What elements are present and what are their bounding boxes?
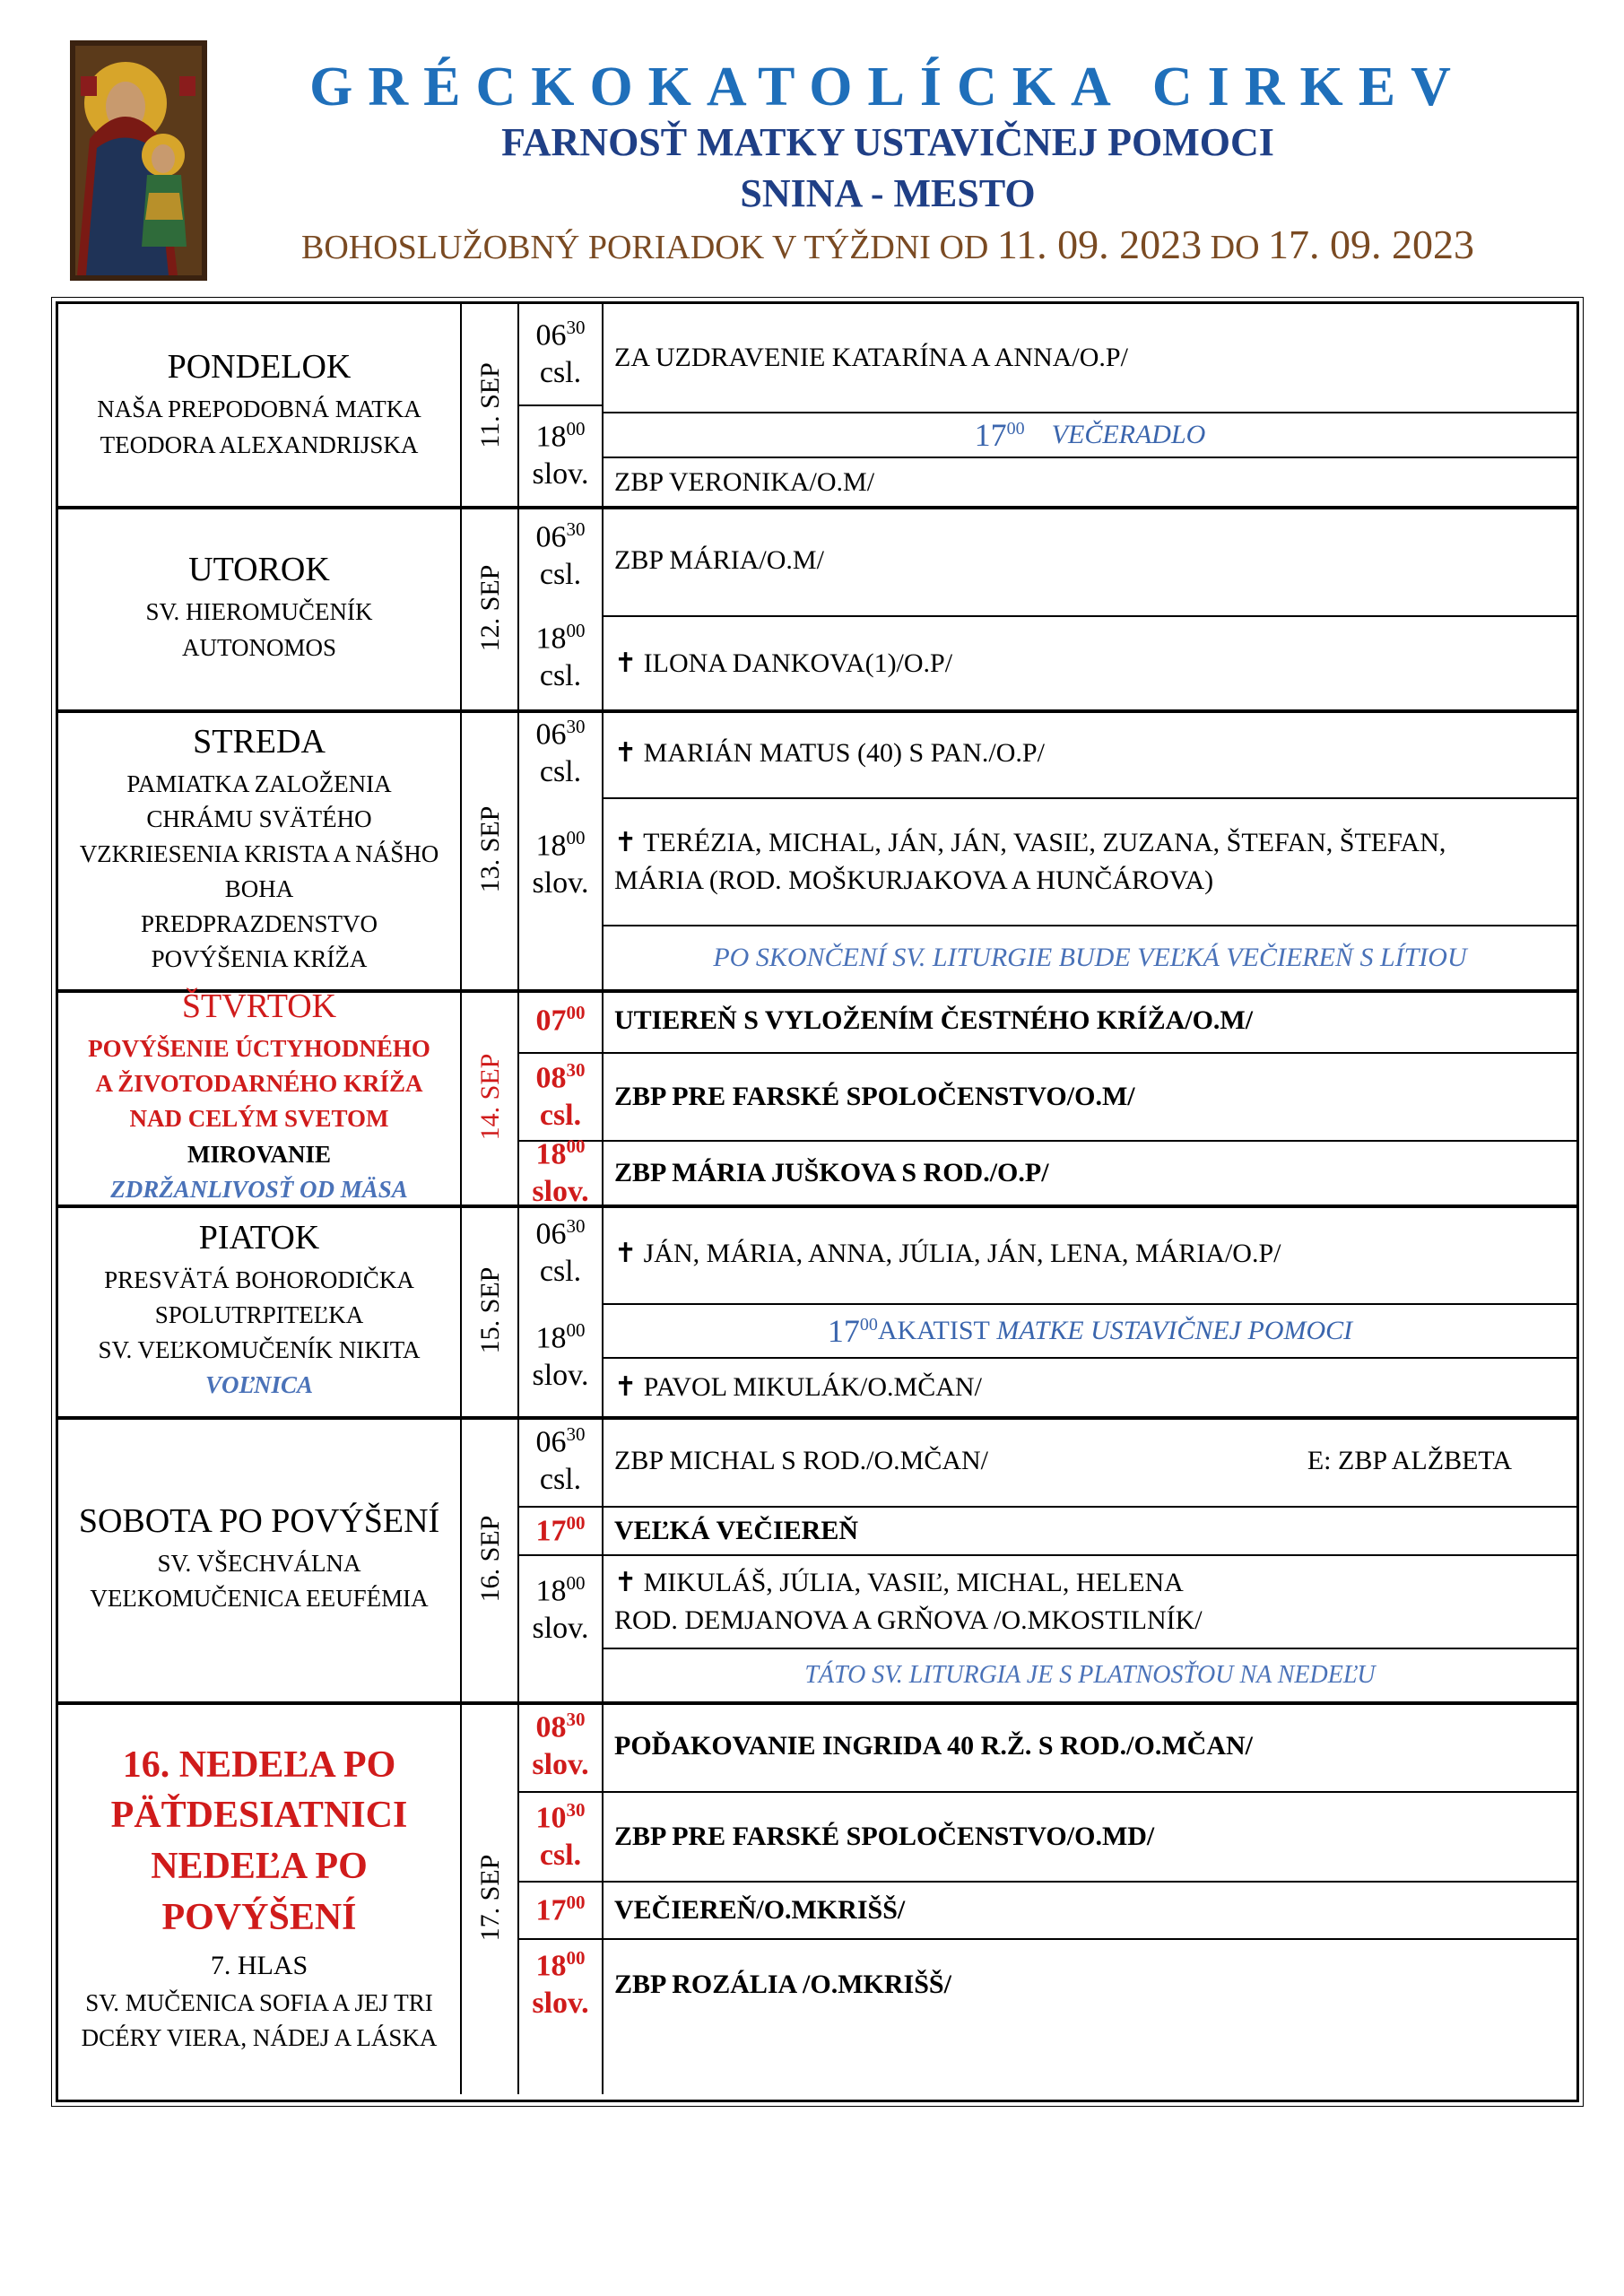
day-name-cell (58, 1701, 462, 2094)
time-slot: $06^{30}$ csl. (535, 518, 586, 592)
sunday-title: 16. NEDEĽA PO (122, 1744, 396, 1786)
day-name-cell (58, 1205, 462, 1416)
date-label: 15. SEP (475, 1266, 505, 1354)
intention-row: VEČIEREŇ/O.MKRIŠŠ/ (604, 1883, 1576, 1940)
feast-line: CHRÁMU SVÄTÉHO (146, 804, 372, 832)
feast-line: AUTONOMOS (181, 633, 337, 661)
time-slot: $18^{00}$ csl. (535, 620, 586, 693)
date-cell (464, 1205, 519, 1416)
time-slot: $08^{30}$ csl. (535, 1059, 586, 1133)
feast-line: SV. VEĽKOMUČENÍK NIKITA (98, 1336, 421, 1363)
intention-row: ✝ MIKULÁŠ, JÚLIA, VASIĽ, MICHAL, HELENA ROD. DEMJANOVA A GRŇOVA /O.MKOSTILNÍK/ (604, 1556, 1576, 1649)
announcement-row: TÁTO SV. LITURGIA JE S PLATNOSŤOU NA NEDEĽU (804, 1661, 1376, 1690)
intention-row: ✝ PAVOL MIKULÁK/O.MČAN/ (614, 1372, 982, 1402)
feast-line: POVÝŠENIA KRÍŽA (151, 945, 368, 973)
time-slot: $06^{30}$ csl. (535, 716, 586, 789)
day-name-cell (58, 506, 462, 709)
entries-cell (604, 1205, 1576, 1416)
intention-row: ZBP VERONIKA/O.M/ (614, 466, 875, 497)
times-cell (519, 709, 604, 989)
date-label: 14. SEP (475, 1053, 505, 1141)
header-parish: FARNOSŤ MATKY USTAVIČNEJ POMOCI (501, 120, 1274, 164)
intention-row: ZBP MÁRIA JUŠKOVA S ROD./O.P/ (614, 1158, 1049, 1187)
feast-line: SV. VŠECHVÁLNA (157, 1549, 361, 1577)
times-cell (519, 1701, 604, 2094)
time-slot: $06^{30}$ csl. (535, 1423, 586, 1497)
time-slot: $18^{00}$ slov. (532, 1947, 589, 2021)
day-name: ŠTVRTOK (181, 987, 337, 1026)
day-sunday (58, 1701, 1576, 2094)
day-name-cell (58, 1416, 462, 1701)
times-cell (519, 989, 604, 1209)
feast-line: VEĽKOMUČENICA EEUFÉMIA (90, 1585, 429, 1612)
feast-line: A ŽIVOTODARNÉHO KRÍŽA (95, 1070, 423, 1098)
intention-row: ✝ MARIÁN MATUS (40) S PAN./O.P/ (604, 709, 1576, 799)
schedule-table (56, 301, 1579, 2102)
intention-row: ✝ JÁN, MÁRIA, ANNA, JÚLIA, JÁN, LENA, MÁRIA/O.P/ (604, 1205, 1576, 1305)
feast-line: VZKRIESENIA KRISTA A NÁŠHO (79, 839, 439, 867)
time-slot: $17^{00}$ (535, 1892, 586, 1927)
feast-line: NAŠA PREPODOBNÁ MATKA (97, 396, 421, 423)
date-label: 13. SEP (475, 805, 505, 893)
time-slot: $07^{00}$ (535, 1002, 586, 1038)
date-cell (464, 709, 519, 989)
day-name: PIATOK (198, 1218, 320, 1257)
time-slot: $18^{00}$ slov. (532, 1319, 589, 1393)
header-town: SNINA - MESTO (740, 171, 1036, 215)
date-cell (464, 989, 519, 1205)
intention-row: ZBP PRE FARSKÉ SPOLOČENSTVO/O.MD/ (604, 1793, 1576, 1883)
day-tuesday (58, 506, 1576, 713)
times-cell (519, 1205, 604, 1416)
day-wednesday (58, 709, 1576, 993)
time-slot: $17^{00}$ (535, 1512, 586, 1548)
time-slot: $10^{30}$ csl. (535, 1799, 586, 1873)
announcement-row: PO SKONČENÍ SV. LITURGIE BUDE VEĽKÁ VEČIEREŇ S LÍTIOU (713, 943, 1467, 972)
date-label: 16. SEP (475, 1515, 505, 1603)
date-from: 11. 09. 2023 (996, 222, 1203, 267)
feast-line: POVÝŠENIE ÚCTYHODNÉHO (88, 1035, 430, 1063)
entries-cell (604, 1416, 1576, 1701)
intention-row: VEĽKÁ VEČIEREŇ (604, 1508, 1576, 1556)
intention-row: ZBP MÁRIA/O.M/ (604, 506, 1576, 617)
times-cell (519, 506, 604, 709)
times-cell (519, 1416, 604, 1701)
header-church-title: GRÉCKOKATOLÍCKA CIRKEV (309, 57, 1466, 117)
entries-cell (604, 304, 1576, 506)
intention-row: ZBP MICHAL S ROD./O.MČAN/ E: ZBP ALŽBETA (604, 1416, 1576, 1508)
intention-row: ZBP PRE FARSKÉ SPOLOČENSTVO/O.M/ (604, 1054, 1576, 1142)
date-cell (464, 1701, 519, 2094)
day-thursday (58, 989, 1576, 1208)
feast-line: PREDPRAZDENSTVO (140, 910, 378, 938)
intention-row: ✝ ILONA DANKOVA(1)/O.P/ (614, 648, 953, 678)
intention-row: ZA UZDRAVENIE KATARÍNA A ANNA/O.P/ (604, 304, 1576, 413)
day-name: UTOROK (188, 551, 330, 589)
entries-cell (604, 989, 1576, 1205)
day-monday (58, 304, 1576, 509)
day-name-cell (58, 304, 462, 506)
date-to: 17. 09. 2023 (1268, 222, 1475, 267)
date-cell (464, 506, 519, 709)
date-label: 11. SEP (475, 361, 505, 448)
times-cell (519, 304, 604, 506)
time-slot: $18^{00}$ slov. (532, 1135, 589, 1209)
feast-line: NAD CELÝM SVETOM (129, 1105, 389, 1133)
week-range-to: DO (1202, 229, 1269, 266)
day-name-cell (58, 709, 462, 989)
date-cell (464, 304, 519, 506)
announcement-row: $17^{00}$ AKATIST MATKE USTAVIČNEJ POMOCI (604, 1305, 1576, 1359)
day-friday (58, 1205, 1576, 1420)
day-name: PONDELOK (167, 348, 352, 387)
entries-cell (604, 709, 1576, 989)
intention-row: ZBP ROZÁLIA /O.MKRIŠŠ/ (614, 1970, 951, 1999)
feast-line: SV. HIEROMUČENÍK (145, 598, 373, 626)
day-name: STREDA (193, 722, 326, 761)
time-slot: $18^{00}$ slov. (532, 826, 589, 900)
feast-line: DCÉRY VIERA, NÁDEJ A LÁSKA (81, 2024, 438, 2052)
feast-line: SV. MUČENICA SOFIA A JEJ TRI (85, 1988, 433, 2016)
intention-row: POĎAKOVANIE INGRIDA 40 R.Ž. S ROD./O.MČAN/ (604, 1701, 1576, 1793)
day-name-cell (58, 989, 462, 1205)
time-slot: $18^{00}$ slov. (532, 1572, 589, 1646)
fasting-note: ZDRŽANLIVOSŤ OD MÄSA (110, 1175, 408, 1203)
feast-line: BOHA (224, 875, 294, 902)
feast-line: PRESVÄTÁ BOHORODIČKA (104, 1265, 414, 1293)
sunday-title: PÄŤDESIATNICI (110, 1795, 408, 1837)
date-label: 12. SEP (475, 564, 505, 651)
time-slot: $06^{30}$ csl. (535, 1215, 586, 1289)
feast-line: PAMIATKA ZALOŽENIA (126, 770, 392, 797)
header-week-range (215, 221, 1560, 268)
sunday-title: POVÝŠENÍ (161, 1896, 357, 1938)
time-slot: $18^{00}$ slov. (532, 418, 589, 491)
madonna-icon (70, 40, 207, 281)
feast-line: TEODORA ALEXANDRIJSKA (100, 430, 419, 458)
feast-line: MIROVANIE (187, 1140, 332, 1168)
time-slot: $08^{30}$ slov. (532, 1709, 589, 1782)
entries-cell (604, 506, 1576, 709)
fasting-note: VOĽNICA (204, 1371, 314, 1399)
day-saturday (58, 1416, 1576, 1705)
entries-cell (604, 1701, 1576, 2094)
time-slot: $06^{30}$ csl. (535, 317, 586, 390)
date-cell (464, 1416, 519, 1701)
sunday-title: NEDEĽA PO (151, 1846, 368, 1888)
announcement-row: $17^{00}$ VEČERADLO (604, 413, 1576, 458)
date-label: 17. SEP (475, 1854, 505, 1942)
week-range-label: BOHOSLUŽOBNÝ PORIADOK V TÝŽDNI OD (300, 229, 997, 266)
tone-label: 7. HLAS (210, 1951, 308, 1981)
intention-row: ✝ TERÉZIA, MICHAL, JÁN, JÁN, VASIĽ, ZUZANA, ŠTEFAN, ŠTEFAN, MÁRIA (ROD. MOŠKURJAKOVA A HUNČÁROVA) (604, 799, 1576, 926)
intention-row: UTIEREŇ S VYLOŽENÍM ČESTNÉHO KRÍŽA/O.M/ (604, 989, 1576, 1054)
day-name: SOBOTA PO POVÝŠENÍ (78, 1501, 440, 1540)
feast-line: SPOLUTRPITEĽKA (154, 1300, 364, 1328)
